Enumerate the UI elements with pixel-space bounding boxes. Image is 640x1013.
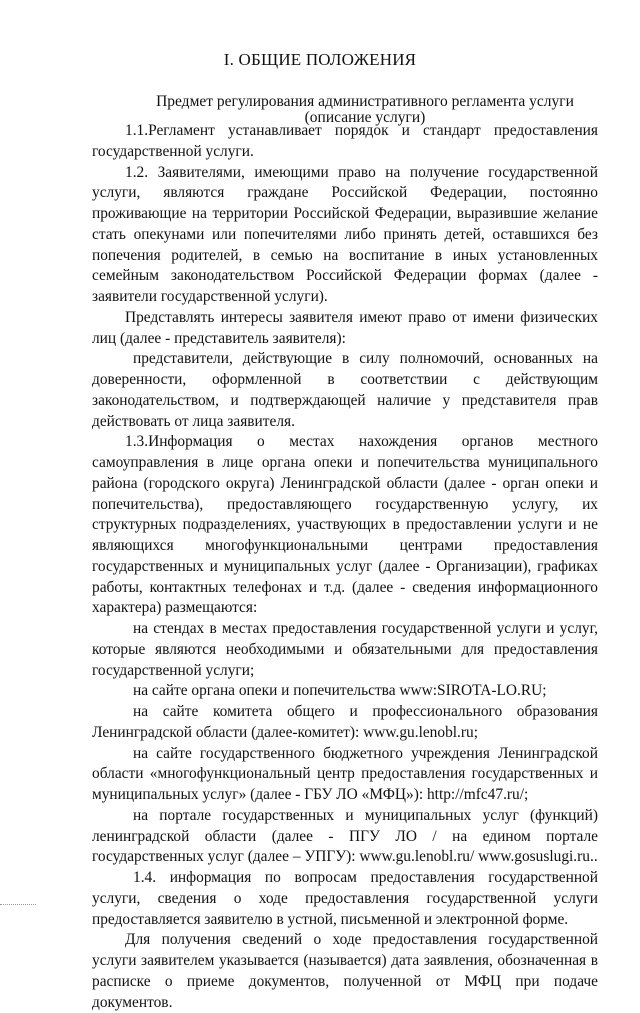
paragraph-site-mfc: на сайте государственного бюджетного учреждения Ленинградской области «многофункциональный центр предоставления государственных и муниципальных услуг» (далее - ГБУ ЛО «МФЦ»): http://mfc47.ru/; xyxy=(92,744,598,803)
paragraph-1-1: 1.1.Регламент устанавливает порядок и стандарт предоставления государственной услуги. xyxy=(92,122,598,160)
scan-edge-mark xyxy=(0,901,36,905)
paragraph-site-committee: на сайте комитета общего и профессионального образования Ленинградской области (далее-комитет): www.gu.lenobl.ru; xyxy=(92,703,598,741)
section-title: I. ОБЩИЕ ПОЛОЖЕНИЯ xyxy=(223,50,417,69)
paragraph-portal: на портале государственных и муниципальных услуг (функций) ленинградской области (далее - ПГУ ЛО / на едином портале государственных услуг (далее – УПГУ): www.gu.lenobl.ru/ www.gosuslugi.ru.. xyxy=(92,806,598,866)
paragraph-status-info: Для получения сведений о ходе предоставления государственной услуги заявителем указывается (называется) дата заявления, обозначенная в расписке о приеме документов, полученной от МФЦ при подаче документов. xyxy=(92,931,598,1011)
paragraph-1-4: 1.4. информация по вопросам предоставления государственной услуги, сведения о ходе предоставления государственной услуги предоставляется заявителю в устной, письменной и электронной форме. xyxy=(92,869,598,928)
paragraph-1-2: 1.2. Заявителями, имеющими право на получение государственной услуги, являются граждане Российской Федерации, постоянно проживающие на территории Российской Федерации, выразившие желание стать опекунами или попечителями либо принять детей, оставшихся без попечения родителей, в семью на воспитание в иных установленных семейным законодательством Российской Федерации формах (далее - заявители государственной услуги). xyxy=(92,163,598,305)
subtitle-line-2: (описание услуги) xyxy=(304,109,426,126)
paragraph-representatives: представители, действующие в силу полномочий, основанных на доверенности, оформленной в соответствии с действующим законодательством, и подтверждающей наличие у представителя прав действовать от лица заявителя. xyxy=(92,350,598,430)
paragraph-representatives-intro: Представлять интересы заявителя имеют право от имени физических лиц (далее - представитель заявителя): xyxy=(92,308,598,347)
paragraph-stands: на стендах в местах предоставления государственной услуги и услуг, которые являются необходимыми и обязательными для предоставления государственной услуги; xyxy=(92,620,598,679)
paragraph-site-guardianship: на сайте органа опеки и попечительства www:SIROTA-LO.RU; xyxy=(133,682,547,700)
document-body xyxy=(92,121,598,1013)
paragraph-1-3: 1.3.Информация о местах нахождения органов местного самоуправления в лице органа опеки и попечительства муниципального района (городского округа) Ленинградской области (далее - орган опеки и попечительства), предоставляющего государственную услугу, их структурных подразделениях, участвующих в предоставлении услуги и не являющихся многофункциональными центрами предоставления государственных и муниципальных услуг (далее - Организации), графиках работы, контактных телефонах и т.д. (далее - сведения информационного характера) размещаются: xyxy=(92,433,598,617)
subtitle-line-1: Предмет регулирования административного регламента услуги xyxy=(156,93,574,110)
